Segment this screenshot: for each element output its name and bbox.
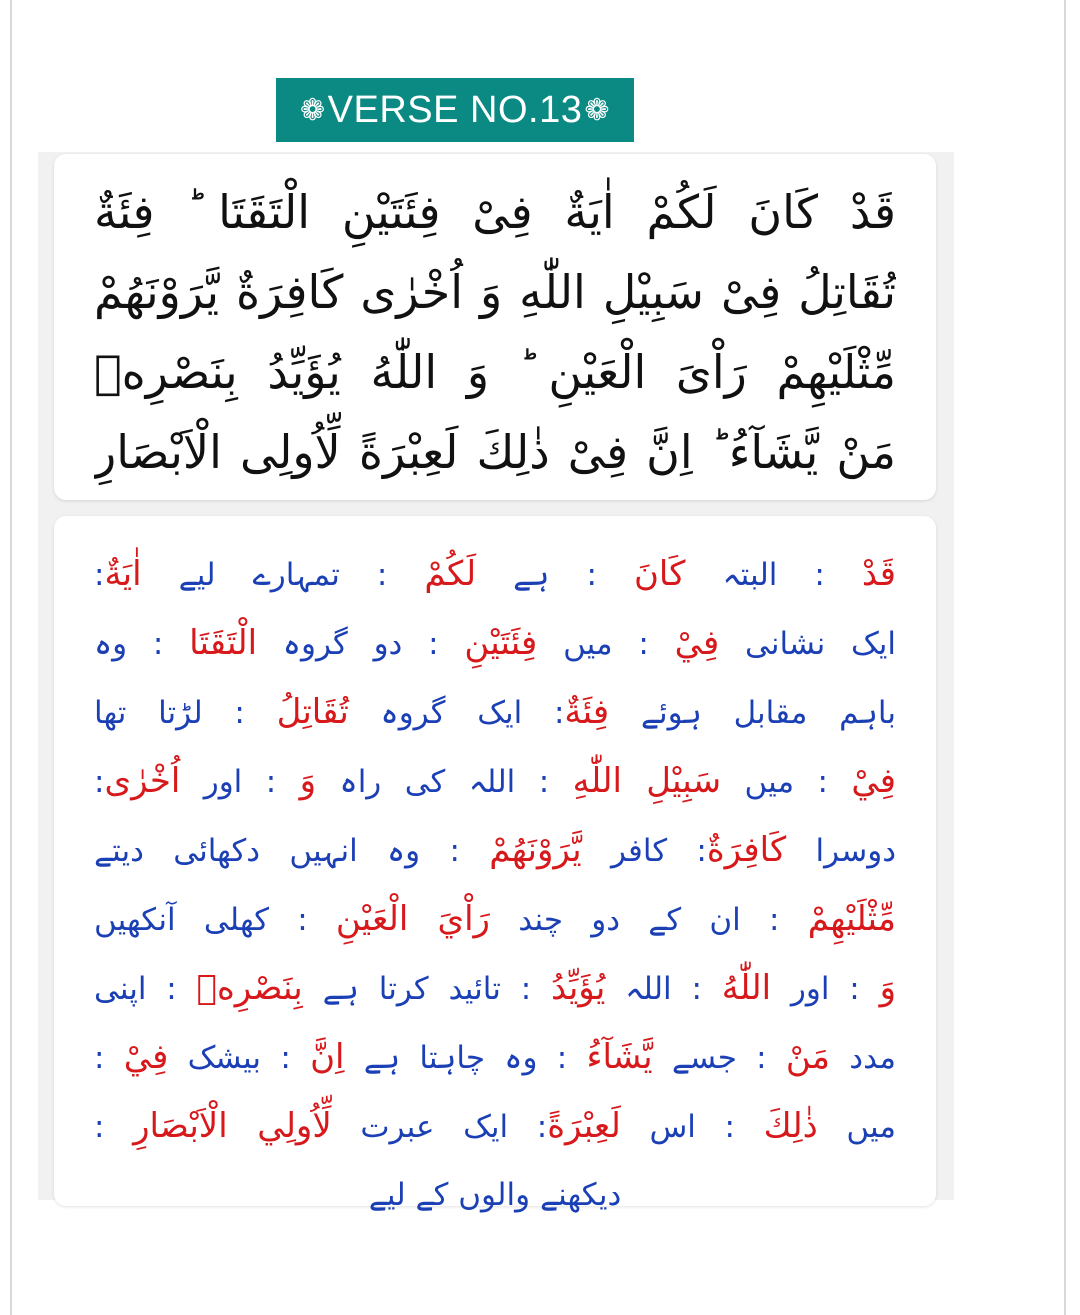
urdu-meaning: : کافر: [581, 833, 707, 869]
word-meaning-line: [94, 816, 896, 885]
arabic-verse-card: [54, 154, 936, 500]
arabic-term: فِيْ: [123, 1037, 169, 1077]
urdu-meaning: : اللہ کی راہ: [316, 764, 573, 800]
arabic-term: فِيْ: [851, 761, 896, 801]
word-meaning-line: [94, 954, 896, 1023]
urdu-meaning: : وہ انہیں دکھائی دیتے: [94, 833, 490, 869]
arabic-term: وَ: [299, 761, 317, 801]
arabic-term: اٰيَةٌ: [104, 554, 142, 594]
urdu-meaning: :: [94, 1040, 124, 1076]
urdu-meaning: : جسے: [652, 1040, 786, 1076]
arabic-term: لَكُمْ: [424, 554, 477, 594]
word-meaning-line: [94, 885, 896, 954]
urdu-meaning: ایک نشانی: [719, 626, 896, 662]
arabic-term: ذٰلِكَ: [763, 1106, 818, 1146]
word-meaning-line: [94, 747, 896, 816]
arabic-term: اللّٰهُ: [721, 968, 772, 1008]
arabic-term: اِنَّ: [310, 1037, 345, 1077]
urdu-meaning: : اپنی: [94, 971, 197, 1007]
urdu-meaning: : اور: [180, 764, 300, 800]
arabic-term: يَّشَآءُ: [586, 1037, 653, 1077]
word-meaning-line: [94, 1161, 896, 1230]
urdu-meaning: :: [94, 557, 105, 593]
urdu-meaning: : وہ: [94, 626, 190, 662]
arabic-term: سَبِيْلِ اللّٰهِ: [572, 761, 722, 801]
urdu-meaning: : اللہ: [605, 971, 722, 1007]
urdu-meaning: : بیشک: [168, 1040, 311, 1076]
arabic-term: يُؤَيِّدُ: [550, 968, 606, 1008]
arabic-term: مَنْ: [785, 1037, 831, 1077]
word-meaning-line: [94, 1092, 896, 1161]
urdu-meaning: : اس: [620, 1109, 764, 1145]
arabic-term: كَافِرَةٌ: [706, 830, 787, 870]
word-meaning-line: [94, 540, 896, 609]
word-meaning-line: [94, 678, 896, 747]
flower-ornament-icon: ❁: [584, 93, 610, 127]
urdu-meaning: : کھلی آنکھیں: [94, 902, 336, 938]
arabic-term: اُخْرٰى: [104, 761, 181, 801]
urdu-meaning: : تائید کرتا ہے: [302, 971, 551, 1007]
urdu-meaning: : اور: [771, 971, 880, 1007]
verse-title: VERSE NO.13: [327, 88, 583, 131]
urdu-meaning: : میں: [721, 764, 852, 800]
arabic-term: فِئَةٌ: [564, 692, 610, 732]
arabic-term: بِنَصْرِهٖ: [196, 968, 303, 1008]
arabic-verse-line: مِّثْلَيْهِمْ رَاْیَ الْعَيْنِ ؕ وَ اللّٰهُ يُؤَيِّدُ بِنَصْرِهٖ: [94, 345, 896, 399]
word-meaning-line: [94, 609, 896, 678]
arabic-term: يَّرَوْنَهُمْ: [489, 830, 582, 870]
urdu-meaning: :: [94, 1109, 134, 1145]
urdu-meaning: مدد: [830, 1040, 896, 1076]
urdu-meaning: میں: [817, 1109, 896, 1145]
urdu-meaning: : تمہارے لیے: [141, 557, 425, 593]
urdu-meaning: : ان کے دو چند: [489, 902, 808, 938]
flower-ornament-icon: ❁: [300, 93, 326, 127]
arabic-term: مِّثْلَيْهِمْ: [807, 899, 896, 939]
arabic-term: فِيْ: [674, 623, 720, 663]
urdu-meaning: :: [94, 764, 105, 800]
urdu-meaning: : ایک عبرت: [331, 1109, 548, 1145]
arabic-verse-line: قَدْ كَانَ لَكُمْ اٰيَةٌ فِیْ فِئَتَيْنِ الْتَقَتَا ؕ فِئَةٌ: [94, 185, 896, 239]
urdu-meaning: دیکھنے والوں کے لیے: [368, 1177, 622, 1213]
urdu-meaning: : لڑتا تھا: [94, 695, 277, 731]
urdu-meaning: : میں: [537, 626, 675, 662]
urdu-meaning: : ہے: [476, 557, 634, 593]
arabic-term: كَانَ: [633, 554, 686, 594]
word-meaning-line: [94, 1023, 896, 1092]
urdu-meaning: باہم مقابل ہوئے: [609, 695, 896, 731]
urdu-meaning: دوسرا: [786, 833, 896, 869]
urdu-meaning: : وہ چاہتا ہے: [344, 1040, 587, 1076]
arabic-term: لِّاُولِي الْاَبْصَارِ: [133, 1106, 332, 1146]
arabic-term: قَدْ: [861, 554, 896, 594]
arabic-term: لَعِبْرَةً: [547, 1106, 621, 1146]
arabic-term: فِئَتَيْنِ: [464, 623, 538, 663]
verse-title-badge: [276, 78, 634, 142]
urdu-meaning: : البتہ: [685, 557, 862, 593]
arabic-term: الْتَقَتَا: [189, 623, 258, 663]
arabic-term: وَ: [879, 968, 896, 1008]
urdu-meaning: : ایک گروہ: [348, 695, 565, 731]
urdu-meaning: : دو گروہ: [257, 626, 465, 662]
arabic-verse-line: مَنْ يَّشَآءُ ؕ اِنَّ فِیْ ذٰلِكَ لَعِبْرَةً لِّاُولِی الْاَبْصَارِ: [94, 425, 896, 479]
arabic-term: تُقَاتِلُ: [276, 692, 349, 732]
arabic-term: رَاْيَ الْعَيْنِ: [335, 899, 490, 939]
word-meanings-card: [54, 516, 936, 1213]
arabic-verse-line: تُقَاتِلُ فِیْ سَبِيْلِ اللّٰهِ وَ اُخْرٰى كَافِرَةٌ يَّرَوْنَهُمْ: [94, 265, 896, 319]
